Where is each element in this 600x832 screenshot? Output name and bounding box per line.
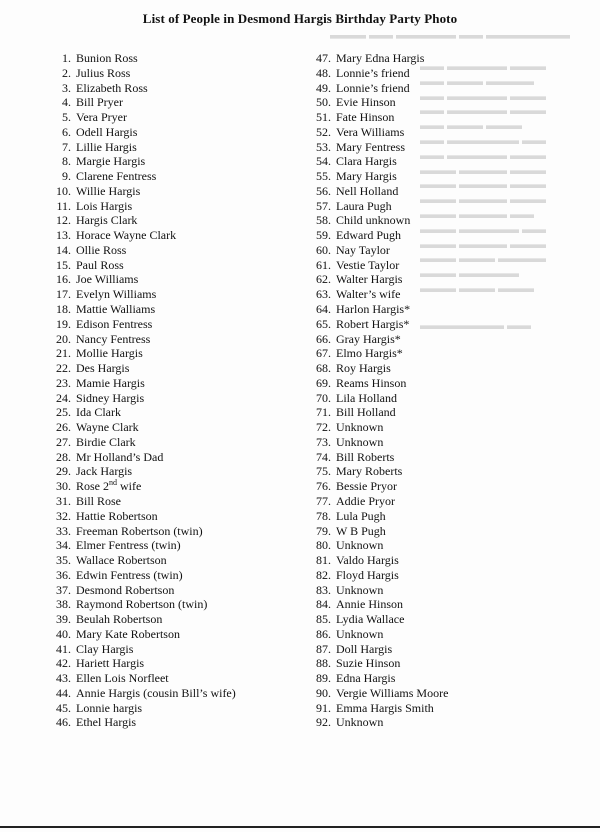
- list-item-number: 54.: [316, 154, 331, 169]
- list-item-number: 72.: [316, 420, 331, 435]
- names-column-right: [307, 51, 597, 730]
- list-item-number: 60.: [316, 242, 331, 257]
- list-item-name: Ida Clark: [76, 405, 121, 420]
- list-item-number: 32.: [56, 508, 71, 523]
- list-item-number: 43.: [56, 671, 71, 686]
- list-item-number: 91.: [316, 700, 331, 715]
- list-item-number: 37.: [56, 582, 71, 597]
- list-item-number: 49.: [316, 80, 331, 95]
- list-item-number: 41.: [56, 641, 71, 656]
- list-item-name: Edna Hargis: [336, 671, 396, 686]
- list-item: [307, 125, 597, 140]
- list-item-name: Lula Pugh: [336, 508, 386, 523]
- list-item-name: Freeman Robertson (twin): [76, 523, 203, 538]
- list-item: [307, 524, 597, 539]
- list-item-number: 69.: [316, 375, 331, 390]
- list-item: [307, 272, 597, 287]
- list-item-number: 57.: [316, 198, 331, 213]
- list-item-number: 18.: [56, 302, 71, 317]
- list-item-number: 9.: [62, 169, 71, 184]
- list-item-name: Harlon Hargis*: [336, 302, 411, 317]
- list-item: [47, 361, 302, 376]
- list-item: [47, 538, 302, 553]
- list-item-number: 82.: [316, 567, 331, 582]
- list-item-number: 25.: [56, 405, 71, 420]
- list-item-number: 24.: [56, 390, 71, 405]
- list-item-name: Bunion Ross: [76, 51, 138, 65]
- list-item-name: Walter’s wife: [336, 287, 401, 302]
- list-item: [47, 405, 302, 420]
- list-item-name: Vera Pryer: [76, 110, 127, 125]
- list-item-number: 90.: [316, 685, 331, 700]
- list-item-name: Horace Wayne Clark: [76, 228, 177, 243]
- list-item: [47, 184, 302, 199]
- list-item: [47, 435, 302, 450]
- list-item-number: 56.: [316, 183, 331, 198]
- list-item-number: 47.: [316, 51, 331, 65]
- list-item: [47, 391, 302, 406]
- list-item-number: 40.: [56, 626, 71, 641]
- list-item-name: Laura Pugh: [336, 198, 392, 213]
- list-item-name: Unknown: [336, 715, 384, 730]
- list-item: [307, 184, 597, 199]
- list-item: [47, 110, 302, 125]
- list-item-name: Mary Roberts: [336, 464, 403, 479]
- list-item: [307, 597, 597, 612]
- list-item: [47, 686, 302, 701]
- list-item: [47, 479, 302, 494]
- list-item: [307, 405, 597, 420]
- list-item: [307, 317, 597, 332]
- list-item-name: Nay Taylor: [336, 242, 390, 257]
- list-item: [307, 450, 597, 465]
- list-item-name: Lonnie’s friend: [336, 80, 410, 95]
- bleed-through-list: ▬▬ ▬▬▬▬▬ ▬▬▬ ▬▬ ▬▬▬ ▬▬▬▬ ▬▬ ▬▬▬▬▬ ▬▬▬ ▬▬ ▬▬▬▬▬ ▬▬▬ ▬▬ ▬▬▬ ▬▬▬ ▬▬ ▬▬▬▬▬▬ ▬▬ ▬▬ ▬▬▬▬▬ ▬▬▬ ▬▬▬ ▬▬▬▬ ▬▬▬ ▬▬▬ ▬▬▬▬ ▬▬▬ ▬▬▬ ▬▬▬▬ ▬▬▬ ▬▬▬ ▬▬▬▬ ▬▬ ▬▬▬ ▬▬▬▬▬ ▬▬ ▬▬▬ ▬▬▬▬ ▬▬▬ ▬▬▬ ▬▬▬ ▬▬▬▬ ▬▬▬ ▬▬▬▬▬ ▬▬▬ ▬▬▬ ▬▬▬ ▬▬▬▬▬▬▬ ▬▬: [420, 59, 546, 332]
- list-item-name: Ollie Ross: [76, 242, 127, 257]
- list-item-name: Mattie Walliams: [76, 302, 156, 317]
- list-item-number: 51.: [316, 110, 331, 125]
- list-item: [307, 51, 597, 66]
- list-item-name: Bill Roberts: [336, 449, 395, 464]
- list-item-number: 62.: [316, 272, 331, 287]
- list-item-number: 28.: [56, 449, 71, 464]
- list-item-number: 67.: [316, 346, 331, 361]
- list-item-name: Elizabeth Ross: [76, 80, 148, 95]
- list-item-number: 77.: [316, 493, 331, 508]
- list-item-number: 84.: [316, 597, 331, 612]
- list-item: [307, 420, 597, 435]
- list-item: [47, 272, 302, 287]
- list-item: [47, 524, 302, 539]
- list-item-name: Des Hargis: [76, 361, 130, 376]
- list-item: [47, 302, 302, 317]
- list-item-name: Edison Fentress: [76, 316, 153, 331]
- list-item-name: Vestie Taylor: [336, 257, 400, 272]
- list-item: [47, 568, 302, 583]
- list-item-name: Bill Pryer: [76, 95, 123, 110]
- list-item: [307, 110, 597, 125]
- list-item: [47, 140, 302, 155]
- list-item: [307, 509, 597, 524]
- list-item: [307, 391, 597, 406]
- list-item-name: Margie Hargis: [76, 154, 146, 169]
- list-item: [307, 715, 597, 730]
- list-item-number: 38.: [56, 597, 71, 612]
- list-item-number: 48.: [316, 65, 331, 80]
- list-item: [47, 125, 302, 140]
- list-item-name: Fate Hinson: [336, 110, 395, 125]
- list-item-name: Wallace Robertson: [76, 553, 167, 568]
- list-item: [47, 656, 302, 671]
- list-item: [47, 66, 302, 81]
- list-item: [307, 553, 597, 568]
- list-item-name: Lydia Wallace: [336, 612, 405, 627]
- list-item-number: 70.: [316, 390, 331, 405]
- list-item-number: 83.: [316, 582, 331, 597]
- list-item: [307, 302, 597, 317]
- list-item: [47, 715, 302, 730]
- list-item: [47, 420, 302, 435]
- list-item: [307, 66, 597, 81]
- list-item: [307, 346, 597, 361]
- list-item-name: Hattie Robertson: [76, 508, 158, 523]
- list-item-name: Mary Kate Robertson: [76, 626, 180, 641]
- list-item: [307, 154, 597, 169]
- list-item-name: Unknown: [336, 538, 384, 553]
- list-item-number: 21.: [56, 346, 71, 361]
- list-item-name: Unknown: [336, 626, 384, 641]
- list-item-name: Bessie Pryor: [336, 479, 397, 494]
- list-item-number: 27.: [56, 434, 71, 449]
- list-item: [307, 199, 597, 214]
- list-item-name: Willie Hargis: [76, 183, 141, 198]
- names-column-left: [47, 51, 302, 730]
- list-item: [47, 258, 302, 273]
- list-item-number: 50.: [316, 95, 331, 110]
- bleed-through-title: ▬▬▬ ▬▬ ▬▬▬▬▬ ▬▬ ▬▬▬▬▬▬▬: [330, 31, 570, 46]
- list-item: [307, 140, 597, 155]
- list-item-name: Reams Hinson: [336, 375, 407, 390]
- list-item-name: Lila Holland: [336, 390, 397, 405]
- list-item-name: Clarene Fentress: [76, 169, 157, 184]
- list-item-number: 17.: [56, 287, 71, 302]
- list-item-number: 46.: [56, 715, 71, 730]
- list-item-number: 64.: [316, 302, 331, 317]
- list-item: [47, 494, 302, 509]
- list-item: [47, 81, 302, 96]
- list-item: [307, 671, 597, 686]
- list-item-name: Sidney Hargis: [76, 390, 145, 405]
- list-item-name: Odell Hargis: [76, 124, 138, 139]
- list-item-name: Hargis Clark: [76, 213, 138, 228]
- list-item-name: Mary Edna Hargis: [336, 51, 425, 65]
- list-item-name: Birdie Clark: [76, 434, 136, 449]
- list-item-name: Raymond Robertson (twin): [76, 597, 208, 612]
- list-item: [47, 199, 302, 214]
- list-item-number: 31.: [56, 493, 71, 508]
- list-item-name: Gray Hargis*: [336, 331, 401, 346]
- list-item: [47, 464, 302, 479]
- list-item-number: 85.: [316, 612, 331, 627]
- list-item: [307, 243, 597, 258]
- list-item-number: 68.: [316, 361, 331, 376]
- list-item-name: Annie Hargis (cousin Bill’s wife): [76, 685, 236, 700]
- list-item: [47, 95, 302, 110]
- list-item-number: 73.: [316, 434, 331, 449]
- list-item: [307, 332, 597, 347]
- list-item-name: Unknown: [336, 434, 384, 449]
- list-item-number: 78.: [316, 508, 331, 523]
- list-item-number: 55.: [316, 169, 331, 184]
- list-item-name: Edward Pugh: [336, 228, 401, 243]
- list-item: [47, 154, 302, 169]
- list-item-number: 15.: [56, 257, 71, 272]
- list-item-number: 19.: [56, 316, 71, 331]
- list-item-number: 42.: [56, 656, 71, 671]
- page-title: List of People in Desmond Hargis Birthday Party Photo: [142, 11, 458, 26]
- list-item: [47, 450, 302, 465]
- list-item-number: 1.: [62, 51, 71, 65]
- list-item-name: Unknown: [336, 420, 384, 435]
- list-item: [47, 583, 302, 598]
- list-item-number: 59.: [316, 228, 331, 243]
- list-item-name: Unknown: [336, 582, 384, 597]
- list-item-name: Ethel Hargis: [76, 715, 137, 730]
- list-item-number: 6.: [62, 124, 71, 139]
- list-item: [307, 213, 597, 228]
- list-item-number: 44.: [56, 685, 71, 700]
- list-item-name: Edwin Fentress (twin): [76, 567, 183, 582]
- list-item: [307, 287, 597, 302]
- list-item-name: Floyd Hargis: [336, 567, 399, 582]
- list-item-name: Wayne Clark: [76, 420, 139, 435]
- list-item: [47, 213, 302, 228]
- list-item-number: 11.: [56, 198, 71, 213]
- list-item-number: 86.: [316, 626, 331, 641]
- list-item: [47, 509, 302, 524]
- list-item-number: 35.: [56, 553, 71, 568]
- list-item-name: Vera Williams: [336, 124, 405, 139]
- list-item: [307, 95, 597, 110]
- list-item-number: 45.: [56, 700, 71, 715]
- list-item: [47, 317, 302, 332]
- list-item: [307, 464, 597, 479]
- list-item: [307, 228, 597, 243]
- list-item-number: 88.: [316, 656, 331, 671]
- list-item-name: Valdo Hargis: [336, 553, 399, 568]
- list-item-number: 4.: [62, 95, 71, 110]
- list-item-name: W B Pugh: [336, 523, 386, 538]
- list-item: [47, 228, 302, 243]
- list-item-number: 3.: [62, 80, 71, 95]
- list-item-name: Annie Hinson: [336, 597, 403, 612]
- list-item-number: 81.: [316, 553, 331, 568]
- list-item-number: 2.: [62, 65, 71, 80]
- list-item: [307, 479, 597, 494]
- list-item-number: 63.: [316, 287, 331, 302]
- list-item: [307, 701, 597, 716]
- list-item-name: Nancy Fentress: [76, 331, 151, 346]
- list-item-number: 71.: [316, 405, 331, 420]
- list-item-name: Clay Hargis: [76, 641, 134, 656]
- list-item-name: Child unknown: [336, 213, 411, 228]
- list-item-number: 87.: [316, 641, 331, 656]
- list-item: [307, 583, 597, 598]
- list-item-name: Elmo Hargis*: [336, 346, 403, 361]
- list-item-name: Lillie Hargis: [76, 139, 137, 154]
- list-item: [307, 258, 597, 273]
- list-item-name: Walter Hargis: [336, 272, 403, 287]
- list-item-name: Jack Hargis: [76, 464, 133, 479]
- list-item: [47, 597, 302, 612]
- list-item-number: 92.: [316, 715, 331, 730]
- list-item-name: Paul Ross: [76, 257, 124, 272]
- list-item-number: 74.: [316, 449, 331, 464]
- list-item-number: 58.: [316, 213, 331, 228]
- list-item-number: 14.: [56, 242, 71, 257]
- list-item-name: Mary Fentress: [336, 139, 405, 154]
- list-item: [307, 612, 597, 627]
- list-item: [47, 701, 302, 716]
- list-item-number: 61.: [316, 257, 331, 272]
- list-item: [47, 553, 302, 568]
- list-item-number: 36.: [56, 567, 71, 582]
- list-item-number: 89.: [316, 671, 331, 686]
- list-item-number: 22.: [56, 361, 71, 376]
- list-item-name: Beulah Robertson: [76, 612, 163, 627]
- list-item-number: 8.: [62, 154, 71, 169]
- list-item-number: 66.: [316, 331, 331, 346]
- list-item-name: Clara Hargis: [336, 154, 397, 169]
- list-item-number: 20.: [56, 331, 71, 346]
- list-item-name: Hariett Hargis: [76, 656, 145, 671]
- list-item-name: Evelyn Williams: [76, 287, 157, 302]
- list-item-number: 76.: [316, 479, 331, 494]
- list-item-number: 26.: [56, 420, 71, 435]
- list-item: [47, 332, 302, 347]
- list-item: [307, 642, 597, 657]
- list-item: [307, 494, 597, 509]
- list-item: [47, 671, 302, 686]
- list-item: [47, 169, 302, 184]
- list-item: [307, 568, 597, 583]
- list-item-name: Addie Pryor: [336, 493, 395, 508]
- list-item: [47, 51, 302, 66]
- list-item: [47, 287, 302, 302]
- list-item-number: 52.: [316, 124, 331, 139]
- list-item: [307, 435, 597, 450]
- list-item: [307, 81, 597, 96]
- list-item-name: Ellen Lois Norfleet: [76, 671, 169, 686]
- list-item-number: 30.: [56, 479, 71, 494]
- list-item: [47, 612, 302, 627]
- list-item-number: 5.: [62, 110, 71, 125]
- list-item-name: Rose 2nd wife: [76, 478, 142, 494]
- list-item-name: Vergie Williams Moore: [336, 685, 449, 700]
- list-item-number: 12.: [56, 213, 71, 228]
- list-item-number: 13.: [56, 228, 71, 243]
- list-item-number: 39.: [56, 612, 71, 627]
- list-item-name: Lonnie hargis: [76, 700, 143, 715]
- list-item-name: Mary Hargis: [336, 169, 397, 184]
- page-bottom-edge: [0, 826, 600, 828]
- list-item-number: 53.: [316, 139, 331, 154]
- list-item: [307, 627, 597, 642]
- list-item-name: Bill Holland: [336, 405, 396, 420]
- list-item-number: 65.: [316, 316, 331, 331]
- list-item-name: Evie Hinson: [336, 95, 396, 110]
- list-item-number: 23.: [56, 375, 71, 390]
- list-item-number: 7.: [62, 139, 71, 154]
- list-item-name: Joe Williams: [76, 272, 139, 287]
- list-item-name: Roy Hargis: [336, 361, 391, 376]
- list-item-name: Elmer Fentress (twin): [76, 538, 181, 553]
- list-item-number: 10.: [56, 183, 71, 198]
- list-item-name: Mollie Hargis: [76, 346, 143, 361]
- list-item: [307, 169, 597, 184]
- list-item-number: 34.: [56, 538, 71, 553]
- list-item-number: 79.: [316, 523, 331, 538]
- list-item-name: Nell Holland: [336, 183, 399, 198]
- list-item: [47, 642, 302, 657]
- list-item-name: Lois Hargis: [76, 198, 133, 213]
- list-item-number: 33.: [56, 523, 71, 538]
- list-item: [307, 376, 597, 391]
- list-item-name: Lonnie’s friend: [336, 65, 410, 80]
- list-item-name: Doll Hargis: [336, 641, 393, 656]
- list-item: [47, 627, 302, 642]
- list-item-number: 29.: [56, 464, 71, 479]
- list-item: [47, 346, 302, 361]
- list-item-number: 75.: [316, 464, 331, 479]
- list-item-name: Robert Hargis*: [336, 316, 410, 331]
- list-item-name: Mr Holland’s Dad: [76, 449, 164, 464]
- list-item-number: 80.: [316, 538, 331, 553]
- list-item: [307, 686, 597, 701]
- list-item: [47, 243, 302, 258]
- list-item: [47, 376, 302, 391]
- list-item-name: Suzie Hinson: [336, 656, 401, 671]
- list-item-name: Bill Rose: [76, 493, 122, 508]
- list-item-name: Emma Hargis Smith: [336, 700, 434, 715]
- list-item: [307, 538, 597, 553]
- list-item: [307, 361, 597, 376]
- list-item-name: Julius Ross: [76, 65, 131, 80]
- list-item-name: Mamie Hargis: [76, 375, 145, 390]
- list-item-number: 16.: [56, 272, 71, 287]
- list-item-name: Desmond Robertson: [76, 582, 175, 597]
- list-item: [307, 656, 597, 671]
